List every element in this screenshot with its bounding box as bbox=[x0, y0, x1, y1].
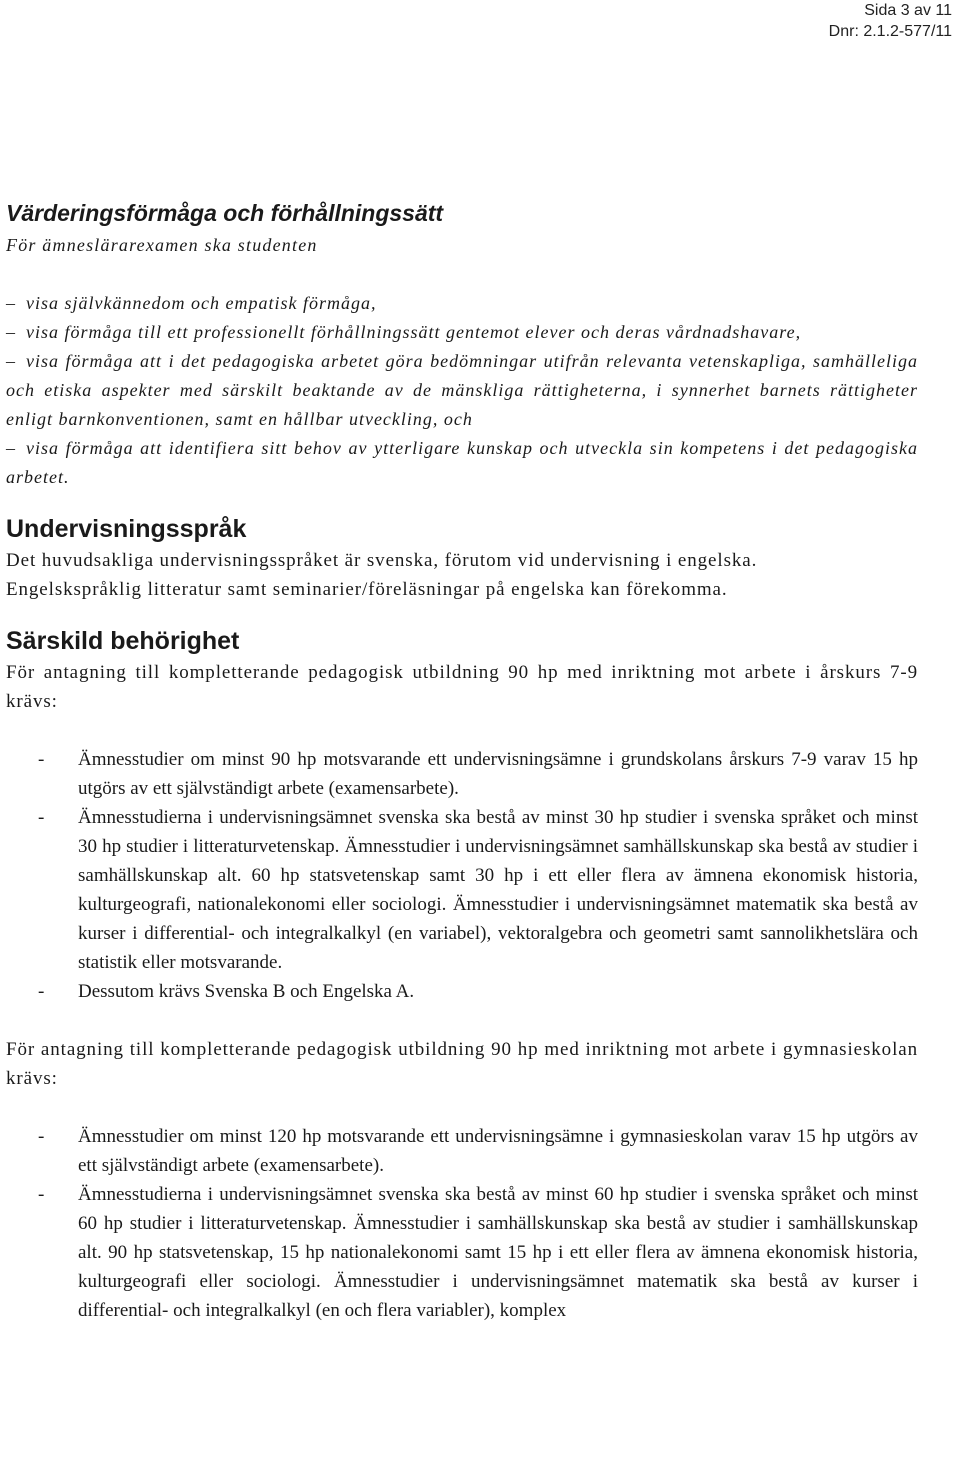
list-item bbox=[6, 977, 918, 1006]
list-item bbox=[6, 347, 918, 434]
goal-text: visa förmåga att identifiera sitt behov av ytterligare kunskap och utveckla sin kompetens i det pedagogiska arbetet. bbox=[6, 438, 918, 487]
values-heading: Värderingsförmåga och förhållningssätt bbox=[6, 200, 444, 226]
list-marker: - bbox=[38, 749, 45, 770]
page-number: Sida 3 av 11 bbox=[864, 2, 952, 19]
grade-requirements-list bbox=[6, 745, 918, 1006]
goal-text: visa förmåga att i det pedagogiska arbetet göra bedömningar utifrån relevanta vetenskapliga, samhälleliga och etiska aspekter med särskilt beaktande av de mänskliga rättigheterna, i synnerhet barnets rättigheter enligt barnkonventionen, samt en hållbar utveckling, och bbox=[6, 351, 918, 429]
list-marker: - bbox=[38, 807, 45, 828]
list-item bbox=[6, 1122, 918, 1180]
values-intro: För ämneslärarexamen ska studenten bbox=[6, 235, 318, 255]
language-line-1: Det huvudsakliga undervisningsspråket är svenska, förutom vid undervisning i engelska. bbox=[6, 550, 758, 571]
language-heading: Undervisningsspråk bbox=[6, 515, 247, 543]
requirement-text: Ämnesstudier om minst 90 hp motsvarande ett undervisningsämne i grundskolans årskurs 7-9 varav 15 hp utgörs av ett självständigt arbete (examensarbete). bbox=[78, 749, 918, 799]
eligibility-heading: Särskild behörighet bbox=[6, 627, 240, 655]
page-header bbox=[829, 0, 952, 42]
list-item bbox=[6, 745, 918, 803]
list-marker: – bbox=[6, 438, 16, 458]
goal-text: visa förmåga till ett professionellt förhållningssätt gentemot elever och deras vårdnadshavare, bbox=[26, 322, 802, 342]
requirement-text: Ämnesstudierna i undervisningsämnet svenska ska bestå av minst 60 hp studier i svenska språket och minst 60 hp studier i litteraturvetenskap. Ämnesstudier i samhällskunskap ska bestå av studier i samhällskunskap alt. 90 hp statsvetenskap, 15 hp nationalekonomi samt 15 hp i ett eller flera av ämnena ekonomisk historia, kulturgeografi eller sociologi. Ämnesstudier i undervisningsämnet matematik ska bestå av kurser i differential- och integralkalkyl (en och flera variabler), komplex bbox=[78, 1184, 918, 1321]
list-marker: – bbox=[6, 322, 16, 342]
list-marker: – bbox=[6, 293, 16, 313]
values-goal-list bbox=[6, 289, 918, 492]
upper-requirements-list bbox=[6, 1122, 918, 1325]
list-item bbox=[6, 1180, 918, 1325]
page-content bbox=[6, 195, 918, 1325]
document-number: Dnr: 2.1.2-577/11 bbox=[828, 23, 952, 40]
list-item bbox=[6, 803, 918, 977]
list-item bbox=[6, 289, 918, 318]
eligibility-intro-upper: För antagning till kompletterande pedagogisk utbildning 90 hp med inriktning mot arbete i gymnasieskolan krävs: bbox=[6, 1039, 918, 1089]
requirement-text: Ämnesstudier om minst 120 hp motsvarande ett undervisningsämne i gymnasieskolan varav 15 hp utgörs av ett självständigt arbete (examensarbete). bbox=[78, 1126, 918, 1176]
goal-text: visa självkännedom och empatisk förmåga, bbox=[26, 293, 377, 313]
list-marker: – bbox=[6, 351, 16, 371]
list-marker: - bbox=[38, 1184, 45, 1205]
list-marker: - bbox=[38, 981, 45, 1002]
eligibility-intro-grade: För antagning till kompletterande pedagogisk utbildning 90 hp med inriktning mot arbete i årskurs 7-9 krävs: bbox=[6, 662, 918, 712]
requirement-text: Ämnesstudierna i undervisningsämnet svenska ska bestå av minst 30 hp studier i svenska språket och minst 30 hp studier i litteraturvetenskap. Ämnesstudier i undervisningsämnet samhällskunskap ska bestå av studier i samhällskunskap alt. 60 hp statsvetenskap samt 30 hp i ett eller flera av ämnena ekonomisk historia, kulturgeografi, nationalekonomi eller sociologi. Ämnesstudier i undervisningsämnet matematik ska bestå av kurser i differential- och integralkalkyl (en variabel), vektoralgebra och geometri samt sannolikhetslära och statistik eller motsvarande. bbox=[78, 807, 918, 973]
list-marker: - bbox=[38, 1126, 45, 1147]
list-item bbox=[6, 434, 918, 492]
language-line-2: Engelskspråklig litteratur samt seminarier/föreläsningar på engelska kan förekomma. bbox=[6, 579, 728, 600]
requirement-text: Dessutom krävs Svenska B och Engelska A. bbox=[78, 981, 415, 1002]
list-item bbox=[6, 318, 918, 347]
